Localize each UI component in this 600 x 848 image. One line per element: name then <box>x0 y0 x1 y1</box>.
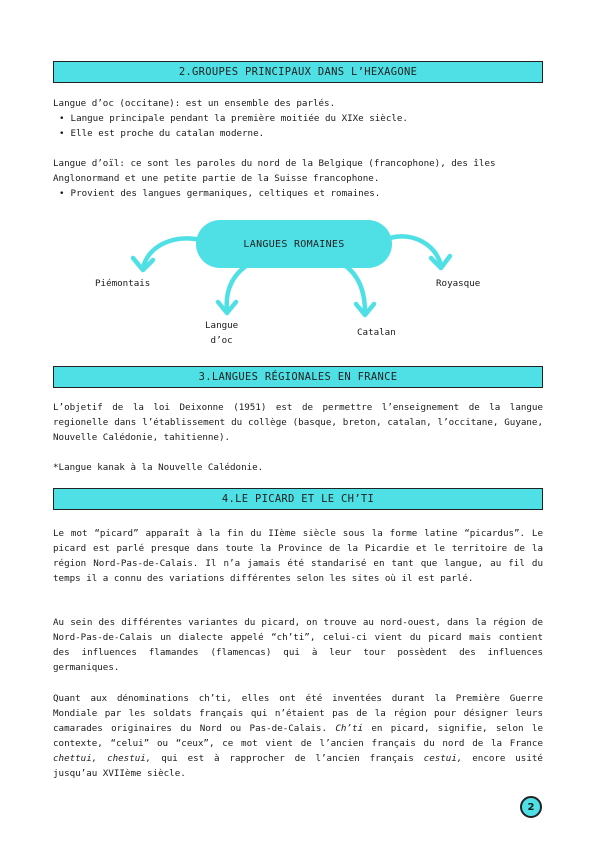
p3-part-b: en picard, signifie, selon le contexte, “celui” ou “ceux”, ce mot vient de l’ancien français du nord de la France <box>53 723 543 749</box>
oil-bullet-1: • Provient des langues germaniques, celtiques et romaines. <box>59 186 543 201</box>
p3-part-d: encore usité jusqu’au XVIIème siècle. <box>53 753 543 779</box>
node-langue-doc-line1: Langue <box>205 320 239 331</box>
section-3-paragraph: L’objetif de la loi Deixonne (1951) est de permettre l’enseignement de la langue regionelle dans l’établissement du collège (basque, breton, catalan, l’occitane, Guyane, Nouvelle Calédonie, tahitienne). <box>53 402 543 443</box>
p3-chti-term: Ch’ti <box>335 723 364 734</box>
section-4-p1-block <box>53 526 543 586</box>
p3-chettui-term: chettui, chestui, <box>53 753 152 764</box>
section-4-p3-block <box>53 691 543 781</box>
section-2-title: 2.GROUPES PRINCIPAUX DANS L’HEXAGONE <box>178 66 418 78</box>
section-3-block <box>53 400 543 445</box>
p3-part-a: Quant aux dénominations ch’ti, elles ont été inventées durant la Première Guerre Mondiale par les soldats français qui n’étaient pas de la région pour désigner leurs camarades originaires du Nord ou Pas-de-Calais. <box>53 693 543 734</box>
oc-bullet-2: • Elle est proche du catalan moderne. <box>59 126 543 141</box>
node-piemontais: Piémontais <box>95 278 151 289</box>
section-4-paragraph-2: Au sein des différentes variantes du picard, on trouve au nord-ouest, dans la région de Nord-Pas-de-Calais un dialecte appelé “ch’ti”, celui-ci vient du picard mais contient des influences flamandes (flamencas) qui à leur tour possèdent des influences germaniques. <box>53 617 543 673</box>
section-2-oc-block <box>53 96 543 141</box>
section-4-header <box>53 488 543 510</box>
section-3-note: *Langue kanak à la Nouvelle Calédonie. <box>53 462 264 473</box>
page-number-badge <box>520 796 542 818</box>
section-3-header <box>53 366 543 388</box>
section-4-paragraph-3 <box>53 691 543 781</box>
page-number: 2 <box>527 801 535 813</box>
diagram-center-label: LANGUES ROMAINES <box>243 238 345 250</box>
oil-intro: Langue d’oïl: ce sont les paroles du nord de la Belgique (francophone), des îles Anglonormand et une petite partie de la Suisse francophone. <box>53 158 496 184</box>
oc-intro: Langue d’oc (occitane): est un ensemble des parlés. <box>53 98 336 109</box>
p3-cestui-term: cestui, <box>423 753 463 764</box>
section-4-title: 4.LE PICARD ET LE CH’TI <box>221 493 375 505</box>
node-royasque: Royasque <box>436 278 481 289</box>
section-2-header <box>53 61 543 83</box>
node-langue-doc-line2: d’oc <box>210 335 233 346</box>
node-langue-doc <box>205 318 238 348</box>
section-4-paragraph-1: Le mot “picard” apparaît à la fin du IIème siècle sous la forme latine “picardus”. Le picard est parlé presque dans toute la Province de la Picardie et le territoire de la région Nord-Pas-de-Calais. Il n’a jamais été standarisé en tant que langue, au fil du temps il a connu des variations différentes selon les sites où il est parlé. <box>53 528 543 584</box>
section-4-p2-block <box>53 615 543 675</box>
oc-bullet-1: • Langue principale pendant la première moitiée du XIXe siècle. <box>59 111 543 126</box>
langues-romaines-diagram <box>53 210 543 355</box>
oc-bullet-list <box>53 111 543 141</box>
section-2-oil-block <box>53 156 543 201</box>
section-3-title: 3.LANGUES RÉGIONALES EN FRANCE <box>198 371 398 383</box>
p3-part-c: qui est à rapprocher de l’ancien français <box>161 753 414 764</box>
arrow-langue-doc <box>227 262 253 310</box>
oil-bullet-list <box>53 186 543 201</box>
node-catalan: Catalan <box>357 327 396 338</box>
section-3-note-block <box>53 460 543 475</box>
langues-romaines-pill <box>196 220 392 268</box>
